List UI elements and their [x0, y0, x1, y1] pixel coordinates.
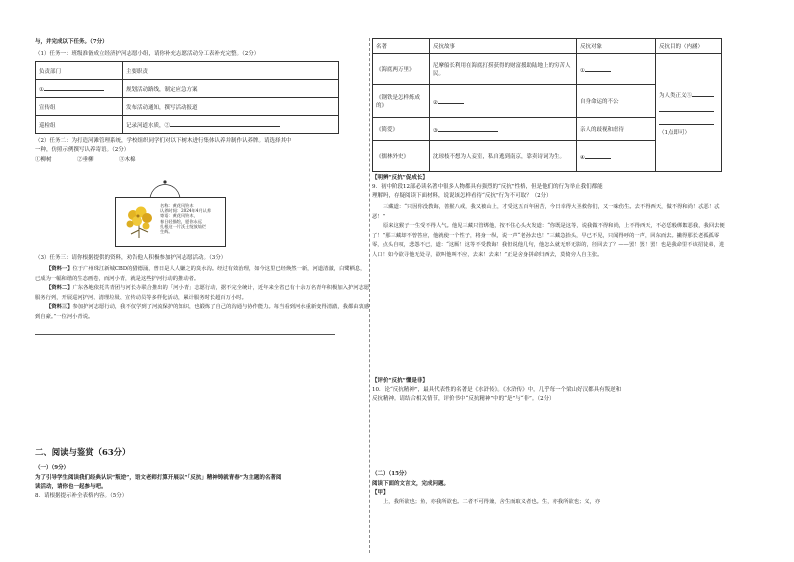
yellow-flower-icon [121, 204, 157, 240]
table-cell: 巡检组 [36, 116, 123, 134]
question-8: 8．请根据提示补全表格内容。（5分） [35, 493, 128, 499]
card-hanger-icon [145, 176, 185, 198]
card-text: 名称：黄花风铃木 认养时间：2024年4月认养 寄语：黄花风铃木， 春日轻描绘，愿你永远 扎根这一片沃土绽放灿烂 生辉。 [160, 203, 222, 234]
section-two [35, 446, 370, 501]
option-kapok: ③木棉 [119, 157, 136, 163]
table-header: 反抗故事 [430, 39, 577, 54]
table-row [373, 54, 722, 85]
excerpt-paragraph-2: 原来这猴子一生受不得人气。他见三藏只管绑他，按不住心头火发道：“你既是这等，说我做不得和尚，上不得西天，不必恁般绑絮恶我，我回去便了！”那三藏却不曾答应，他就使一个性子，将身一纵，说一声“老孙去也！”三藏急抬头，早已不见，只闻得呼的一声，回东而去。撇得那长老孤孤零零，点头自叹，悲怨不已，道：“这厮！这等不受教诲！我但说他几句，他怎么就无形无影的，径回去了？——罢！罢！罢！也是我命里不该招徒弟，进人口！如今欲寻他无处寻，欲叫他叫不应，去来！去来！”正是舍身拼命归西去，莫倚旁人自主张。 [372, 223, 725, 258]
table-header: 负责部门 [36, 62, 123, 80]
book-title: 《儒林外史》 [373, 141, 430, 172]
classical-text: 上，我所欲也；鱼，亦我所欲也。二者不可得兼，舍生而取义者也。生，亦我所欲也；义，亦 [383, 499, 601, 505]
target-cell: 亲人的歧视和虐待 [577, 118, 656, 141]
table-header: 主要职责 [123, 62, 339, 80]
table-cell: 宣传组 [36, 98, 123, 116]
answer-blank-target-1[interactable]: ① [577, 54, 656, 85]
excerpt-paragraph-1: 三藏道：“只因你没教诲，善猴八戒，我又被山上，才受这五百年困苦，今日幸得大圣救你们，又一味伤生。去不得西天，做不得和尚！忒恶！忒恶！” [372, 204, 720, 220]
question-10-cont: 反抗精神。请结合相关情节，评价书中“反抗精神”中的“是”与“非”。（2分） [372, 396, 555, 402]
right-column-lower [372, 377, 726, 404]
answer-blank-story-3[interactable]: ③ [430, 118, 577, 141]
rebellion-table [372, 38, 722, 172]
answer-blank-1[interactable]: ① [36, 80, 123, 98]
card-name: 名称：黄花风铃木 [160, 203, 194, 208]
book-title: 《简爱》 [373, 118, 430, 141]
book-title: 《钢铁是怎样炼成的》 [373, 85, 430, 118]
table-header: 名著 [373, 39, 430, 54]
question-9-cont: 理解吗，存疑阅读下面材料，说说该怎样看待“反抗”行为不可取？（2分） [372, 193, 552, 199]
card-date: 认养时间：2024年4月认养 [160, 208, 212, 214]
subsection-2 [372, 470, 726, 508]
table-row [36, 80, 339, 98]
story-cell: 沈琼枝不想为人妾室，私自逃到南京，靠卖诗词为生。 [430, 141, 577, 172]
subsection-1-desc: 为了引导学生阅读我们经典认识“叛逆”，语文老师打算开展以“「反抗」精神铸就青春”为主题的名著阅 [35, 475, 282, 481]
option-weeping-willow: ②垂柳 [77, 157, 94, 163]
aim-cell [656, 54, 722, 172]
section-title: 二、阅读与鉴赏（63分） [35, 447, 131, 457]
question-10: 10．论“反抗精神”，最具代表性的名著是《水浒传》。《水浒传》中，几乎每一个梁山好汉都具有叛逆和 [372, 387, 622, 393]
table-header: 反抗目的（内涵） [656, 39, 722, 54]
table-header-row [36, 62, 339, 80]
story-cell: 尼摩船长利用在海底打捞获得的财富援助陆地上的穷苦人民。 [430, 54, 577, 85]
table-row [36, 116, 339, 134]
subsection-2-title: （二）（15分） [372, 471, 410, 477]
left-column [35, 38, 370, 165]
subsection-1-desc-cont: 读活动，请你也一起参与吧。 [35, 484, 107, 490]
section-tag-discern: 【明辨“反抗”促成长】 [372, 175, 428, 181]
aim-note: （1点即可） [659, 129, 690, 136]
material-2: 【资料二】广东各地依托共青团与河长办联合推出的「河小青」志愿行动，据不完全统计，近年来全省已有十余万名青年积极加入护河志愿服务行列，开展巡河护河、清理垃圾、宣传动员等多样化活动，累计服务时长超百万小时。 [35, 285, 370, 301]
column-divider [369, 38, 370, 553]
table-cell: 规划活动路线，制定应急方案 [123, 80, 339, 98]
table-row [36, 98, 339, 116]
task2-prompt: （2）任务二：为打造河滩管理系统，学校组织同学们对以下树木进行集体认养并制作认养牌。请选择其中 [35, 138, 292, 144]
subsection-2-desc: 阅读下面的文言文，完成问题。 [372, 481, 450, 487]
answer-lines[interactable] [35, 325, 370, 335]
left-column-lower [35, 254, 370, 335]
passage-label-jia: 【甲】 [372, 490, 389, 496]
card-message: 寄语：黄花风铃木， [160, 213, 198, 219]
material-3: 【资料三】参加护河志愿行动，我不仅学到了河流保护的知识，也锻炼了自己的沟通与协作能力。每当看到河水重新变得清澈，我都由衷感到自豪。”一位河小青说。 [35, 304, 370, 320]
tree-options [35, 156, 370, 165]
task1-prompt: （1）任务一：班级准备成立经济护河志愿小组，请你补充志愿活动分工表补充完整。（2分） [35, 51, 260, 57]
table-cell: 发布活动通知，撰写活动报道 [123, 98, 339, 116]
adoption-card-example [115, 197, 226, 247]
task2-prompt-cont: 一种，仿照示例撰写认养寄语。（2分） [35, 147, 130, 153]
answer-blank-target-4[interactable]: ④ [577, 141, 656, 172]
target-cell: 自身命运的不公 [577, 85, 656, 118]
table-header-row [373, 39, 722, 54]
answer-blank-2[interactable]: 记录河道水质，② [123, 116, 339, 134]
table-header: 反抗对象 [577, 39, 656, 54]
book-title: 《海底两万里》 [373, 54, 430, 85]
intro-text: 与，并完成以下任务。（7分） [35, 39, 108, 45]
answer-blank-aim[interactable]: 为人类正义⑤ [659, 90, 718, 99]
subsection-1-title: （一）（9分） [35, 465, 70, 471]
question-9: 9．初中阶段12部必读名著中很多人物都具有强烈的“反抗”性格，但是他们的行为举止我们都能 [372, 184, 603, 190]
task3-prompt: （3）任务三：请你根据提供的资料，劝告他人积极参加护河志愿活动。（3分） [35, 255, 227, 261]
material-1: 【资料一】位于广州珠江新城CBD的猎德涌，曾日是人人嫌之的臭水沟。经过有效治理，如今这里已经焕然一新，河道清澈，白鹭栖息，已成为一幅和谐的生态画卷，而河小青，就是这些护河行动的推动者。 [35, 266, 366, 282]
answer-blank-story-2[interactable]: ② [430, 85, 577, 118]
section-tag-evaluate: 【评价“反抗”懂是非】 [372, 378, 428, 384]
division-table [35, 61, 339, 134]
right-column [372, 38, 726, 261]
option-willow: ①柳树 [35, 157, 52, 163]
